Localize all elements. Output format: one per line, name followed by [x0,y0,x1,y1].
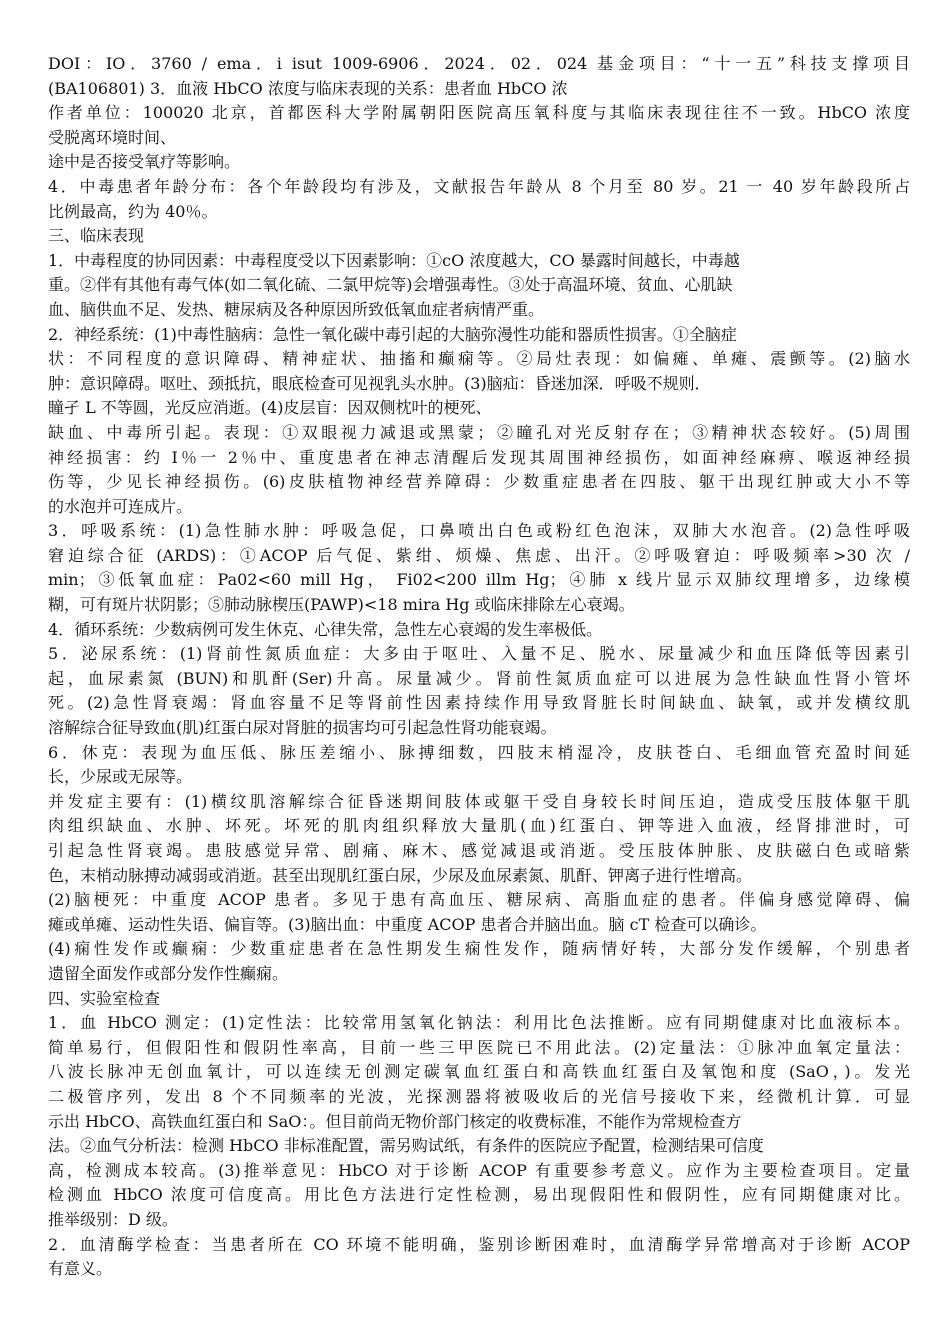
text-line: 示出 HbCO、高铁血红蛋白和 SaO：。但目前尚无物价部门核定的收费标准，不能作为常规检查方 [48,1111,742,1131]
text-line: 引起急性肾衰竭。患肢感觉异常、剧痛、麻木、感觉减退或消逝。受压肢体肿胀、皮肤磁白色或暗紫 [48,841,910,860]
text-line: (BA106801) 3．血液 HbCO 浓度与临床表现的关系：患者血 HbCO 浓 [48,78,568,98]
text-line: 简单易行，但假阳性和假阴性率高，目前一些三甲医院已不用此法。(2)定量法：①脉冲血氧定量法： [48,1037,910,1057]
text-line: 长，少尿或无尿等。 [48,767,193,787]
text-line: 重。②伴有其他有毒气体(如二氧化硫、二氯甲烷等)会增强毒性。③处于高温环境、贫血、心肌缺 [48,275,733,295]
text-line: 神经损害：约 I％一 2％中、重度患者在神志清醒后发现其周围神经损伤，如面神经麻痹、喉返神经损 [48,447,910,467]
text-line: 死。(2)急性肾衰竭：肾血容量不足等肾前性因素持续作用导致肾脏长时间缺血、缺氧，或并发横纹肌 [48,693,910,713]
text-line: 受脱离环境时间、 [48,127,177,147]
text-line: 3．呼吸系统：(1)急性肺水肿：呼吸急促，口鼻喷出白色或粉红色泡沫，双肺大水泡音。(2)急性呼吸 [48,521,910,541]
text-line: 4．循环系统：少数病例可发生休克、心律失常，急性左心衰竭的发生率极低。 [48,619,603,639]
text-line: 并发症主要有：(1)横纹肌溶解综合征昏迷期间肢体或躯干受自身较长时间压迫，造成受压肢体躯干肌 [48,791,910,811]
text-line: 5．泌尿系统：(1)肾前性氮质血症：大多由于呕吐、入量不足、脱水、尿量减少和血压降低等因素引 [48,644,910,664]
text-line: 作者单位：100020 北京，首都医科大学附属朝阳医院高压氧科度与其临床表现往往不一致。HbCO 浓度 [48,103,910,123]
text-line: 瘫或单瘫、运动性失语、偏盲等。(3)脑出血：中重度 ACOP 患者合并脑出血。脑 cT 检查可以确诊。 [48,914,767,934]
text-line: 糊，可有斑片状阴影；⑤肺动脉楔压(PAWP)<18 mira Hg 或临床排除左心衰竭。 [48,595,635,615]
text-line: 二极管序列，发出 8 个不同频率的光波，光探测器将被吸收后的光信号接收下来，经微机计算．可显 [48,1086,910,1106]
text-line: 2．血清酶学检查：当患者所在 CO 环境不能明确，鉴别诊断困难时，血清酶学异常增高对于诊断 ACOP [48,1234,910,1254]
text-line: 瞳孑 L 不等圆，光反应消逝。(4)皮层盲：因双侧枕叶的梗死、 [48,398,492,418]
text-line: 途中是否接受氧疗等影响。 [48,152,241,172]
text-line: 缺血、中毒所引起。表现：①双眼视力减退或黑蒙；②瞳孔对光反射存在；③精神状态较好。(5)周围 [48,422,910,442]
text-line: 高，检测成本较高。(3)推举意见：HbCO 对于诊断 ACOP 有重要参考意义。应作为主要检查项目。定量 [48,1160,910,1180]
text-line: 1．血 HbCO 测定：(1)定性法：比较常用氢氧化钠法：利用比色法推断。应有同期健康对比血液标本。 [48,1013,910,1033]
text-line: 三、临床表现 [48,226,145,246]
text-line: 4．中毒患者年龄分布：各个年龄段均有涉及，文献报告年龄从 8 个月至 80 岁。21 一 40 岁年龄段所占 [48,176,910,196]
text-line: 2．神经系统：(1)中毒性脑病：急性一氧化碳中毒引起的大脑弥漫性功能和器质性损害。①全脑症 [48,324,737,344]
text-line: 窘迫综合征 (ARDS)：①ACOP 后气促、紫绀、烦燥、焦虑、出汗。②呼吸窘迫：呼吸频率>30 次 / [48,545,910,565]
document-page [48,52,910,1282]
text-line: 色，末梢动脉搏动减弱或消逝。甚至出现肌红蛋白尿，少尿及血尿素氮、肌酐、钾离子进行性增高。 [48,865,753,885]
text-line: 6．休克：表现为血压低、脉压差缩小、脉搏细数，四肢末梢湿冷，皮肤苍白、毛细血管充盈时间延 [48,742,910,762]
text-line: 溶解综合征导致血(肌)红蛋白尿对肾脏的损害均可引起急性肾功能衰竭。 [48,718,557,738]
text-line: DOI：IO．3760 / ema．i isut 1009-6906．2024．02．024 基金项目：“十一五”科技支撑项目 [48,54,910,73]
text-line: 肿：意识障碍。呕吐、颈抵抗，眼底检查可见视乳头水肿。(3)脑疝：昏迷加深．呼吸不规则． [48,373,711,393]
text-line: 检测血 HbCO 浓度可信度高。用比色方法进行定性检测，易出现假阳性和假阴性，应有同期健康对比。 [48,1185,910,1205]
text-line: 比例最高，约为 40％。 [48,201,218,221]
text-line: 的水泡并可连成片。 [48,496,193,516]
text-line: (4)痫性发作或癫痫：少数重症患者在急性期发生痫性发作，随病情好转，大部分发作缓解，个别患者 [48,939,910,959]
text-line: 血、脑供血不足、发热、糖尿病及各种原因所致低氧血症者病情严重。 [48,299,545,319]
text-line: (2)脑梗死：中重度 ACOP 患者。多见于患有高血压、糖尿病、高脂血症的患者。伴偏身感觉障碍、偏 [48,890,910,910]
text-line: 法。②血气分析法：检测 HbCO 非标准配置，需另购试纸，有条件的医院应予配置，检测结果可信度 [48,1136,764,1156]
text-line: 四、实验室检查 [48,988,161,1008]
text-line: 肉组织缺血、水肿、坏死。坏死的肌肉组织释放大量肌(血)红蛋白、钾等进入血液，经肾排泄时，可 [48,816,910,836]
text-line: 伤等，少见长神经损伤。(6)皮肤植物神经营养障碍：少数重症患者在四肢、躯干出现红肿或大小不等 [48,472,910,492]
text-line: 起，血尿素氮 (BUN)和肌酐(Ser)升高。尿量减少。肾前性氮质血症可以进展为急性缺血性肾小管坏 [48,668,910,688]
text-line: 推举级别：D 级。 [48,1209,178,1229]
text-line: min；③低氧血症：Pa02<60 mill Hg， Fi02<200 illm Hg；④肺 x 线片显示双肺纹理增多，边缘模 [48,570,910,590]
text-line: 状：不同程度的意识障碍、精神症状、抽搐和癫痫等。②局灶表现：如偏瘫、单瘫、震颤等。(2)脑水 [48,349,910,369]
text-line: 遗留全面发作或部分发作性癫痫。 [48,963,289,983]
text-line: 有意义。 [48,1259,113,1279]
text-line: 1．中毒程度的协同因素：中毒程度受以下因素影响：①cO 浓度越大，CO 暴露时间越长，中毒越 [48,250,740,270]
text-line: 八波长脉冲无创血氧计，可以连续无创测定碳氧血红蛋白和高铁血红蛋白及氧饱和度 (SaO，)。发光 [48,1062,910,1082]
